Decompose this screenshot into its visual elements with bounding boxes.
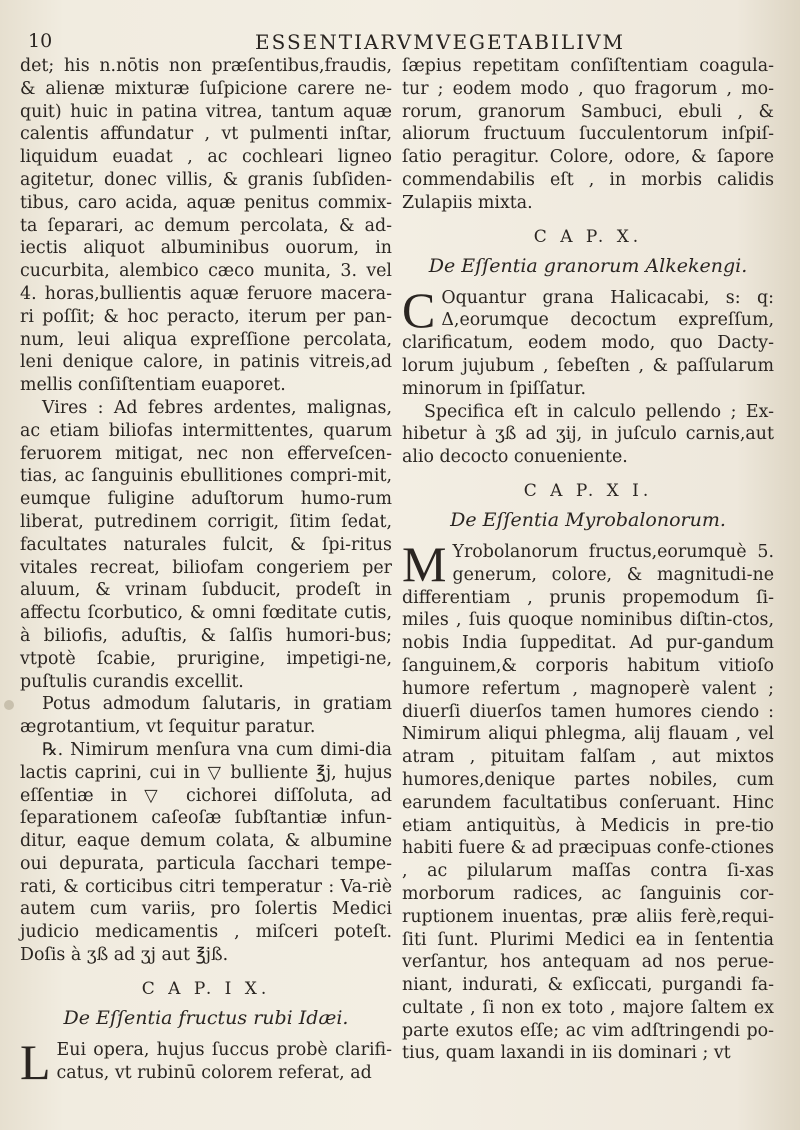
chapter-heading: C A P. I X. bbox=[141, 978, 271, 999]
paragraph: ℞. Nimirum menſura vna cum dimi-dia lactis caprini, cui in ▽ bulliente ℥j, hujus eſſentiæ in ▽ cichorei diſſoluta, ad ſeparationem caſeoſæ ſubſtantiæ infun-ditur, eaque demum colata, & albumine oui depurata, particula ſacchari tempe-rati, & corticibus citri temperatur : Va-riè autem cum variis, pro ſolertis Medici judicio medicamentis , miſceri poteſt. Doſis à ʒß ad ʒj aut ℥jß. bbox=[20, 739, 392, 966]
page-number: 10 bbox=[28, 30, 53, 52]
drop-cap: L bbox=[20, 1033, 51, 1090]
chapter-heading: C A P. X I. bbox=[523, 480, 653, 501]
paragraph: Potus admodum ſalutaris, in gratiam ægrotantium, vt ſequitur paratur. bbox=[20, 694, 392, 738]
drop-cap: C bbox=[402, 281, 436, 338]
left-column bbox=[20, 55, 392, 1090]
paragraph-text: Yrobolanorum fructus,eorumquè 5. generum, colore, & magnitudi-ne differentiam , prunis propemodum ſi-miles , ſuis quoque nominibus diſtin-ctos, nobis India ſuppeditat. Ad pur-gandum ſanguinem,& corporis habitum vitioſo humore refertum , magnoperè valent ; diuerſi diuerſos tamen humores ciendo : Nimirum aliqui phlegma, alij flauam , vel atram , pituitam falſam , aut mixtos humores,denique partes nobiles, cum earundem facultatibus conſeruant. Hinc etiam antiquitùs, à Medicis in pre-tio habiti fuere & ad præcipuas confe-ctiones , ac pilularum maſſas contra ſi-xas morborum radices, ac ſanguinis cor-ruptionem inuentas, præ aliis ferè,requi-ſiti ſunt. Plurimi Medici ea in ſententia verſantur, hos antequam ad nos perue-niant, indurati, & exſiccati, purgandi fa-cultate , ſi non ex toto , majore ſaltem ex parte exutos eſſe; ac vim adſtringendi po-tius, quam laxandi in iis dominari ; vt bbox=[402, 541, 774, 1064]
paragraph bbox=[402, 281, 774, 401]
paragraph: det; his n.nōtis non præſentibus,fraudis, & alienæ mixturæ ſuſpicione carere ne-quit) huic in patina vitrea, tantum aquæ calentis affundatur , vt pulmenti inſtar, liquidum euadat , ac cochleari ligneo agitetur, donec villis, & granis ſubſiden-tibus, caro acida, aquæ penitus commix-ta ſeparari, ac demum percolata, & ad-iectis aliquot albuminibus ouorum, in cucurbita, alembico cæco munita, 3. vel 4. horas,bullientis aquæ feruore macera-ri poſſit; & hoc peracto, iterum per pan-num, leui aliqua expreſſione percolata, leni denique calore, in patinis vitreis,ad mellis conſiſtentiam euaporet. bbox=[20, 56, 392, 396]
running-title-right: VEGETABILIVM bbox=[436, 30, 626, 54]
paragraph: ſæpius repetitam conſiſtentiam coagula-tur ; eodem modo , quo fragorum , mo-rorum, granorum Sambuci, ebuli , & aliorum fructuum ſucculentorum inſpiſ-ſatio peragitur. Colore, odore, & ſapore commendabilis eſt , in morbis calidis Zulapiis mixta. bbox=[402, 56, 774, 213]
paragraph-text: Oquantur grana Halicacabi, s: q: Δ,eorumque decoctum expreſſum, clarificatum, eodem modo, quo Dacty-lorum jujubum , ſebeſten , & paſſularum minorum in ſpiſſatur. bbox=[402, 287, 774, 399]
section-title: De Eſſentia granorum Alkekengi. bbox=[428, 254, 748, 277]
drop-cap: M bbox=[402, 535, 447, 592]
chapter-heading: C A P. X. bbox=[533, 226, 643, 247]
section-title: De Eſſentia fructus rubi Idæi. bbox=[63, 1006, 349, 1029]
paragraph-text: Eui opera, hujus ſuccus probè clarifi-catus, vt rubinū colorem referat, ad bbox=[56, 1039, 392, 1083]
paragraph bbox=[402, 535, 774, 1065]
running-title-left: ESSENTIARVM bbox=[255, 30, 436, 54]
paper-stain bbox=[4, 700, 14, 710]
paragraph: Vires : Ad febres ardentes, malignas, ac etiam biliofas intermittentes, quarum feruorem mitigat, nec non efferveſcen-tias, ac ſanguinis ebullitiones compri-mit, eumque fuligine aduſtorum humo-rum liberat, putredinem corrigit, ſitim ſedat, facultates naturales fulcit, & ſpi-ritus vitales recreat, biliofam congeriem per aluum, & vrinam ſubducit, prodeſt in affectu ſcorbutico, & omni fœditate cutis, à biliofis, aduſtis, & ſalſis humori-bus; vtpotè ſcabie, prurigine, impetigi-ne, puſtulis curandis excellit. bbox=[20, 397, 392, 692]
section-title: De Eſſentia Myrobalonorum. bbox=[450, 508, 726, 531]
right-column bbox=[402, 55, 774, 1065]
paragraph: Specifica eſt in calculo pellendo ; Ex-hibetur à ʒß ad ʒij, in juſculo carnis,aut alio decocto conueniente. bbox=[402, 401, 774, 468]
paragraph bbox=[20, 1033, 392, 1090]
